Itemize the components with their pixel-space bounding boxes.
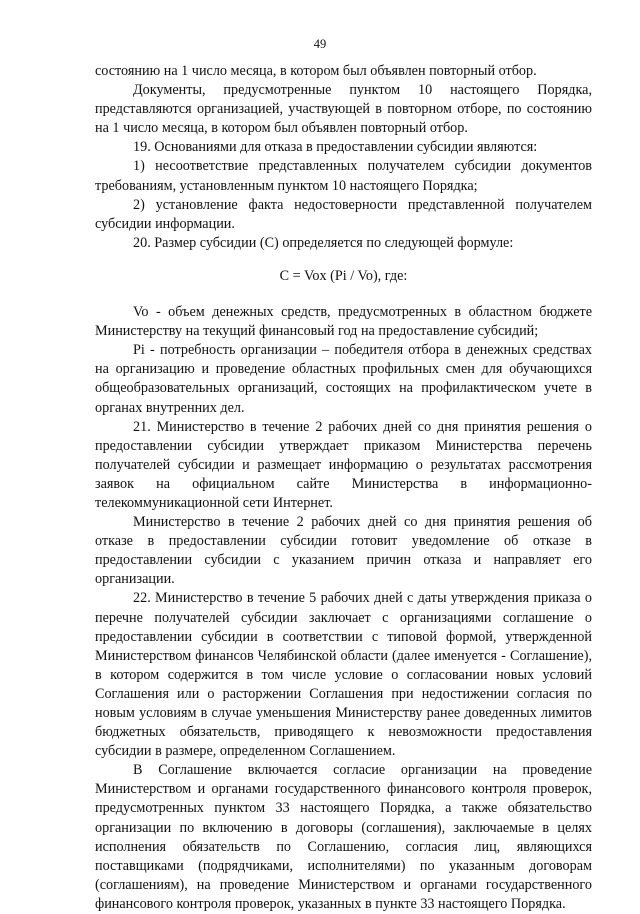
paragraph-pi-definition: Pi - потребность организации – победителя отбора в денежных средствах на организацию и проведение областных профильных смен для обучающихся общеобразовательных организаций, состоящих на профилактическом учете в органах внутренних дел. (95, 342, 592, 416)
paragraph-refusal-notice: Министерство в течение 2 рабочих дней со дня принятия решения об отказе в предоставлении субсидии готовит уведомление об отказе в предоставлении субсидии с указанием причин отказа и направляет его организации. (95, 514, 592, 588)
paragraph-documents: Документы, предусмотренные пунктом 10 настоящего Порядка, представляются организацией, участвующей в повторном отборе, по состоянию на 1 число месяца, в котором был объявлен повторный отбор. (95, 82, 592, 137)
paragraph-item-21: 21. Министерство в течение 2 рабочих дней со дня принятия решения о предоставлении субсидии утверждает приказом Министерства перечень получателей субсидии и размещает информацию о результатах рассмотрения заявок на официальном сайте Министерства в информационно-телекоммуникационной сети Интернет. (95, 418, 592, 511)
paragraph-subitem-1: 1) несоответствие представленных получателем субсидии документов требованиям, установленным пунктом 10 настоящего Порядка; (95, 158, 592, 194)
paragraph-vo-definition: Vo - объем денежных средств, предусмотренных в областном бюджете Министерству на текущий финансовый год на предоставление субсидий; (95, 304, 592, 340)
paragraph-item-19: 19. Основаниями для отказа в предоставлении субсидии являются: (133, 139, 538, 156)
subsidy-formula: C = Vox (Pi / Vo), где: (279, 267, 408, 284)
paragraph-item-22: 22. Министерство в течение 5 рабочих дней с даты утверждения приказа о перечне получателей субсидии заключает с организациями соглашение о предоставлении субсидии в соответствии с типовой формой, утвержденной Министерством финансов Челябинской области (далее именуется - Соглашение), в котором содержится в том числе условие о согласовании новых условий Соглашения или о расторжении Соглашения при недостижении согласия по новым условиям в случае уменьшения Министерству ранее доведенных лимитов бюджетных обязательств, приводящего к невозможности предоставления субсидии в размере, определенном Соглашением. (95, 590, 592, 760)
page-number: 49 (313, 37, 327, 51)
document-body (95, 62, 592, 914)
paragraph-subitem-2: 2) установление факта недостоверности представленной получателем субсидии информации. (95, 196, 592, 232)
paragraph-item-20: 20. Размер субсидии (С) определяется по следующей формуле: (133, 234, 514, 251)
paragraph-agreement-consent: В Соглашение включается согласие организации на проведение Министерством и органами государственного финансового контроля проверок, предусмотренных пунктом 33 настоящего Порядка, а также обязательство организации по включению в договоры (соглашения), заключаемые в целях исполнения обязательств по Соглашению, согласия лиц, являющихся поставщиками (подрядчиками, исполнителями) по указанным договорам (соглашениям), на проведение Министерством и органами государственного финансового контроля проверок, указанных в пункте 33 настоящего Порядка. (95, 762, 592, 912)
paragraph-continuation: состоянию на 1 число месяца, в котором был объявлен повторный отбор. (95, 63, 537, 79)
